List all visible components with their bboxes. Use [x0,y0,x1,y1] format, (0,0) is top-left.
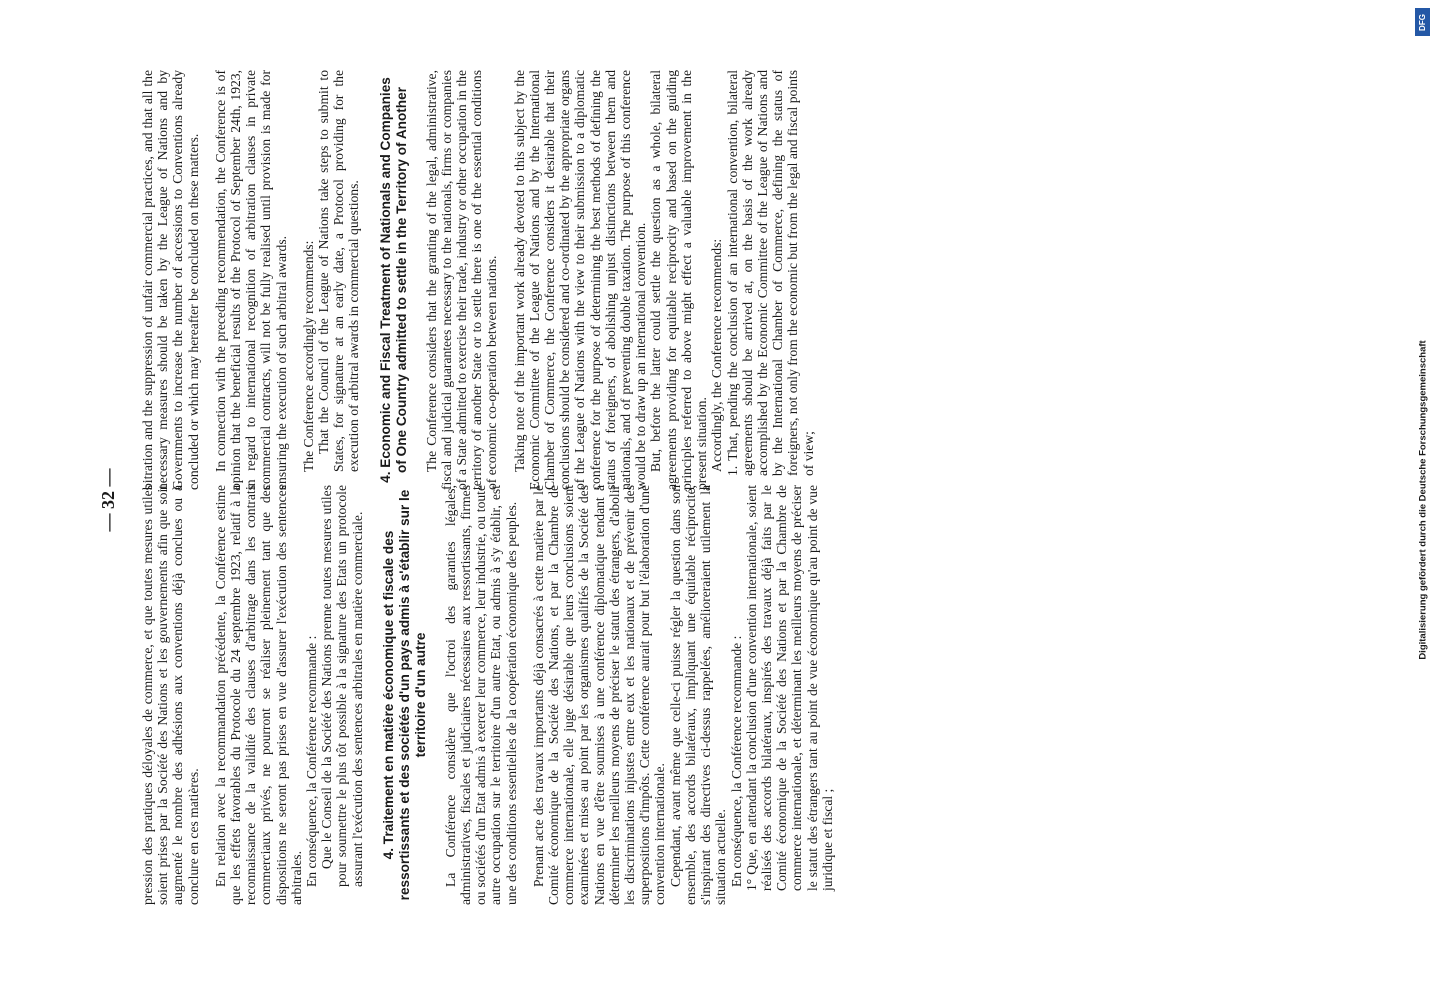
french-list-item: 1° Que, en attendant la conclusion d'une convention internationale, soient réalisés des accords bilatéraux, inspirés des travaux déjà faits par le Comité économique de la Société des Nations et par la Chambre de commerce internationale, et déterminant les meilleurs moyens de préciser le statut des étrangers tant au point de vue économique qu'au point de vue juridique et fiscal ; [743,485,835,891]
french-section-heading: 4. Traitement en matière économique et fiscale des ressortissants et des sociétés d'un pays admis à s'établir sur le territoire d'un autre [380,489,428,901]
english-paragraph: But, before the latter could settle the question as a whole, bilateral agreements providing for equitable reciprocity and based on the guiding principles referred to above might effect a valuable improvement in the present situation. [648,70,710,490]
credit-text: Digitalisierung gefördert durch die Deutsche Forschungsgemeinschaft [1417,340,1429,660]
english-section-heading: 4. Economic and Fiscal Treatment of Nationals and Companies of One Country admitted to settle in the Territory of Another [377,77,409,483]
dfg-badge-label: DFG [1418,13,1428,31]
french-paragraph: Cependant, avant même que celle-ci puisse régler la question dans son ensemble, des accords bilatéraux, impliquant une équitable réciprocité, s'inspirant des directives ci-dessus rappelées, amélioreraient utilement la situation actuelle. [667,485,729,905]
english-column [140,70,816,490]
french-paragraph: Prenant acte des travaux importants déjà consacrés à cette matière par le Comité économique de la Société des Nations, et par la Chambre de commerce internationale, elle juge désirable que leurs conclusions soient examinées et mises au point par les organismes qualifiés de la Société des Nations en vue d'être soumises à une conférence diplomatique tendant à déterminer les meilleurs moyens de préciser le statut des étrangers, d'abolir les discriminations injustes entre eux et les nationaux et de prévenir des superpositions d'impôts. Cette conférence aurait pour but l'élaboration d'une convention internationale. [530,485,668,905]
french-column [140,485,835,905]
french-paragraph: En relation avec la recommandation précédente, la Conférence estime que les effets favorables du Protocole du 24 septembre 1923, relatif à la reconnaissance de la validité des clauses d'arbitrage dans les contrats commerciaux privés, ne pourront se réaliser pleinement tant que des dispositions ne seront pas prises en vue d'assurer l'exécution des sentences arbitrales. [212,485,304,905]
digitization-credit [1411,0,1434,1000]
english-paragraph: The Conference considers that the granting of the legal, administrative, fiscal and judicial guarantees necessary to the nationals, firms or companies of a State admitted to exercise their trade, industry or other occupation in the territory of another State or to settle there is one of the essential conditions of economic co-operation between nations. [423,70,500,490]
french-paragraph: La Conférence considère que l'octroi des garanties légales, administratives, fiscales et judiciaires nécessaires aux ressortissants, firmes ou sociétés d'un Etat admis à exercer leur commerce, leur industrie, ou toute autre occupation sur le territoire d'un autre Etat, ou admis à s'y établir, est une des conditions essentielles de la coopération économique des peuples. [442,485,519,905]
french-paragraph: Que le Conseil de la Société des Nations prenne toutes mesures utiles pour soumettre le plus tôt possible à la signature des Etats un protocole assurant l'exécution des sentences arbitrales en matière commerciale. [319,485,365,887]
french-paragraph: pression des pratiques déloyales de commerce, et que toutes mesures utiles soient prises par la Société des Nations et les gouvernements afin que soit augmenté le nombre des adhésions aux conventions déjà conclues ou à conclure en ces matières. [140,485,201,905]
french-paragraph: En conséquence, la Conférence recommande : [728,635,744,887]
english-paragraph: Accordingly, the Conference recommends: [709,238,725,472]
english-paragraph: bitration and the suppression of unfair commercial practices, and that all the necessary measures should be taken by the League of Nations and by Governments to increase the number of accessions to Conventions already concluded or which may hereafter be concluded on these matters. [140,70,201,490]
english-paragraph: Taking note of the important work already devoted to this subject by the Economic Committee of the League of Nations and by the International Chamber of Commerce, the Conference considers it desirable that their conclusions should be considered and co-ordinated by the appropriate organs of the League of Nations with the view to their submission to a diplomatic conference for the purpose of determining the best methods of defining the status of foreigners, of abolishing unjust distinctions between them and nationals, and of preventing double taxation. The purpose of this conference would be to draw up an international convention. [511,70,649,490]
english-paragraph: The Conference accordingly recommends: [300,240,316,472]
french-paragraph: En conséquence, la Conférence recommande : [304,635,320,887]
english-paragraph: In connection with the preceding recommendation, the Conference is of opinion that the beneficial results of the Protocol of September 24th, 1923, in regard to international recognition of arbitration clauses in private commercial contracts, will not be fully realised until provision is made for ensuring the execution of such arbitral awards. [212,70,289,490]
english-list-item: 1. That, pending the conclusion of an international convention, bilateral agreements should be arrived at, on the basis of the work already accomplished by the Economic Committee of the League of Nations and by the International Chamber of Commerce, defining the status of foreigners, not only from the economic but from the legal and fiscal points of view; [724,70,816,476]
page-number: — 32 — [98,468,118,532]
english-paragraph: That the Council of the League of Nations take steps to submit to States, for signature at an early date, a Protocol providing for the execution of arbitral awards in commercial questions. [316,70,362,472]
dfg-logo-icon [1415,8,1430,36]
